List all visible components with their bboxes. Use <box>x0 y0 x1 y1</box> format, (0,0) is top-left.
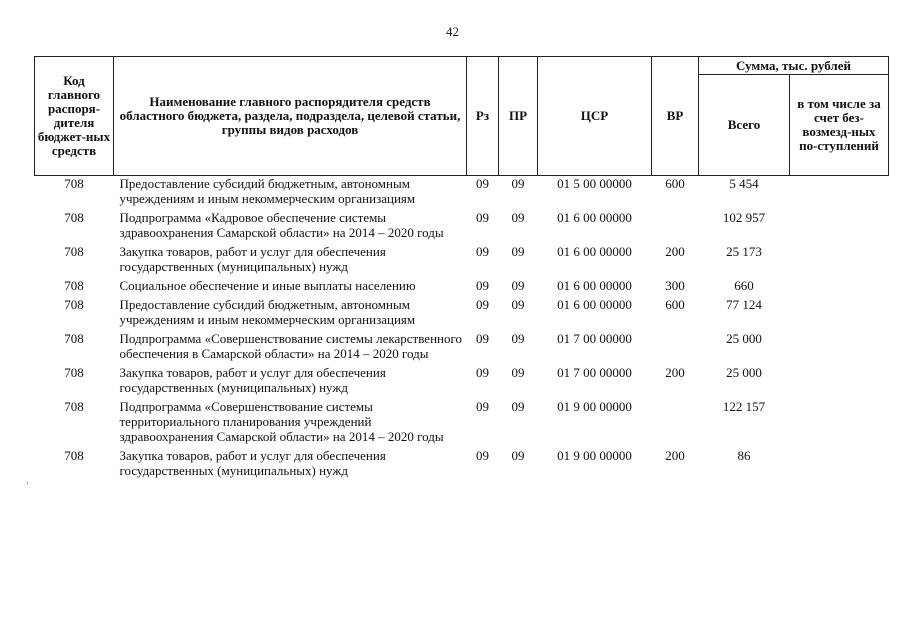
budget-table <box>34 56 889 482</box>
cell-csr: 01 9 00 00000 <box>557 399 632 414</box>
cell-name: Закупка товаров, работ и услуг для обеспечения государственных (муниципальных) нужд <box>119 448 386 478</box>
cell-csr: 01 6 00 00000 <box>557 278 632 293</box>
cell-name: Предоставление субсидий бюджетным, автономным учреждениям и иным некоммерческим организациям <box>119 297 416 327</box>
cell-csr: 01 6 00 00000 <box>557 297 632 312</box>
cell-code: 708 <box>64 448 84 463</box>
table-row <box>35 176 889 211</box>
table-row <box>35 331 889 365</box>
cell-name: Социальное обеспечение и иные выплаты населению <box>119 278 416 293</box>
cell-rz: 09 <box>476 278 489 293</box>
cell-name: Предоставление субсидий бюджетным, автономным учреждениям и иным некоммерческим организациям <box>119 176 416 206</box>
cell-code: 708 <box>64 331 84 346</box>
cell-vr: 300 <box>665 278 685 293</box>
table-row <box>35 244 889 278</box>
cell-name: Подпрограмма «Совершенствование системы территориального планирования учреждений здравоохранения Самарской области» на 2014 – 2020 годы <box>119 399 444 444</box>
cell-total: 77 124 <box>726 297 762 312</box>
cell-code: 708 <box>64 297 84 312</box>
table-row <box>35 399 889 448</box>
cell-vr: 600 <box>665 297 685 312</box>
cell-name: Подпрограмма «Кадровое обеспечение системы здравоохранения Самарской области» на 2014 – 2020 годы <box>119 210 444 240</box>
cell-total: 102 957 <box>722 210 766 225</box>
table-row <box>35 278 889 297</box>
cell-vr <box>652 399 699 448</box>
cell-pr: 09 <box>511 278 525 293</box>
cell-vr: 200 <box>665 448 685 463</box>
cell-gratuitous <box>790 210 889 244</box>
cell-pr: 09 <box>511 244 525 259</box>
cell-gratuitous <box>790 278 889 297</box>
cell-gratuitous <box>790 399 889 448</box>
cell-pr: 09 <box>511 210 525 225</box>
header-csr: ЦСР <box>538 57 652 176</box>
cell-csr: 01 5 00 00000 <box>557 176 632 191</box>
table-body <box>35 176 889 483</box>
cell-pr: 09 <box>511 365 525 380</box>
cell-total: 86 <box>737 448 751 463</box>
cell-code: 708 <box>64 399 84 414</box>
cell-code: 708 <box>64 176 84 191</box>
cell-rz: 09 <box>476 244 489 259</box>
cell-gratuitous <box>790 331 889 365</box>
cell-vr <box>652 210 699 244</box>
cell-vr: 200 <box>665 244 685 259</box>
cell-csr: 01 7 00 00000 <box>557 365 632 380</box>
table-row <box>35 448 889 482</box>
page-number: 42 <box>446 24 459 39</box>
table-row <box>35 297 889 331</box>
cell-rz: 09 <box>476 210 489 225</box>
table-header <box>35 57 889 176</box>
cell-csr: 01 6 00 00000 <box>557 210 632 225</box>
cell-vr: 200 <box>665 365 685 380</box>
cell-code: 708 <box>64 210 84 225</box>
cell-rz: 09 <box>476 365 489 380</box>
cell-name: Закупка товаров, работ и услуг для обеспечения государственных (муниципальных) нужд <box>119 244 386 274</box>
cell-code: 708 <box>64 278 84 293</box>
cell-total: 25 173 <box>726 244 762 259</box>
scan-speck: ‘ <box>26 480 29 490</box>
header-sum-group: Сумма, тыс. рублей <box>699 57 889 75</box>
cell-rz: 09 <box>476 399 489 414</box>
header-name: Наименование главного распорядителя средств областного бюджета, раздела, подраздела, целевой статьи, группы видов расходов <box>114 57 467 176</box>
cell-gratuitous <box>790 176 889 211</box>
cell-gratuitous <box>790 297 889 331</box>
cell-pr: 09 <box>511 297 525 312</box>
cell-total: 25 000 <box>726 331 762 346</box>
cell-vr: 600 <box>665 176 685 191</box>
header-gratuitous: в том числе за счет без-возмезд-ных по-ступлений <box>790 75 889 176</box>
cell-pr: 09 <box>511 331 525 346</box>
cell-pr: 09 <box>511 448 525 463</box>
cell-name: Закупка товаров, работ и услуг для обеспечения государственных (муниципальных) нужд <box>119 365 386 395</box>
cell-gratuitous <box>790 365 889 399</box>
cell-total: 25 000 <box>726 365 762 380</box>
cell-gratuitous <box>790 448 889 482</box>
header-total: Всего <box>699 75 790 176</box>
cell-rz: 09 <box>476 176 489 191</box>
cell-gratuitous <box>790 244 889 278</box>
cell-rz: 09 <box>476 448 489 463</box>
cell-vr <box>652 331 699 365</box>
table-row <box>35 210 889 244</box>
table-row <box>35 365 889 399</box>
cell-csr: 01 6 00 00000 <box>557 244 632 259</box>
cell-name: Подпрограмма «Совершенствование системы лекарственного обеспечения в Самарской области» на 2014 – 2020 годы <box>119 331 462 361</box>
header-code: Код главного распоря-дителя бюджет-ных средств <box>35 57 114 176</box>
cell-rz: 09 <box>476 297 489 312</box>
cell-total: 5 454 <box>729 176 759 191</box>
cell-code: 708 <box>64 244 84 259</box>
cell-csr: 01 7 00 00000 <box>557 331 632 346</box>
cell-rz: 09 <box>476 331 489 346</box>
header-rz: Рз <box>467 57 499 176</box>
cell-code: 708 <box>64 365 84 380</box>
cell-pr: 09 <box>511 176 525 191</box>
cell-csr: 01 9 00 00000 <box>557 448 632 463</box>
header-pr: ПР <box>499 57 538 176</box>
cell-total: 122 157 <box>722 399 766 414</box>
cell-pr: 09 <box>511 399 525 414</box>
cell-total: 660 <box>734 278 754 293</box>
header-vr: ВР <box>652 57 699 176</box>
